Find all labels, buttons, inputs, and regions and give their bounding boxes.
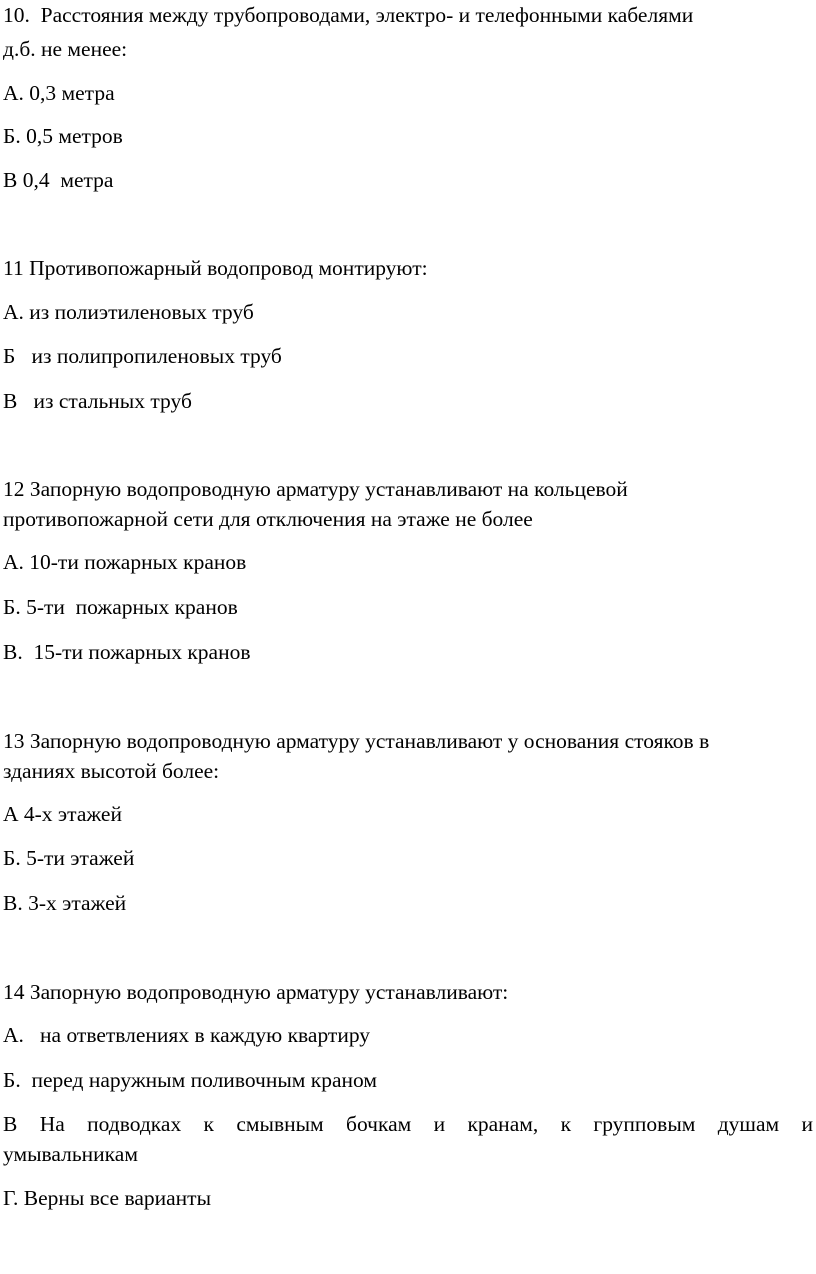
question-12-option-c: В. 15-ти пожарных кранов (3, 640, 251, 664)
question-14-option-d: Г. Верны все варианты (3, 1186, 212, 1210)
question-12-text-line-1: 12 Запорную водопроводную арматуру устанавливают на кольцевой (3, 477, 628, 501)
question-12-option-a: А. 10-ти пожарных кранов (3, 550, 247, 574)
question-10-option-b: Б. 0,5 метров (3, 124, 123, 148)
question-11-text-line-1: 11 Противопожарный водопровод монтируют: (3, 256, 428, 280)
question-11-option-b: Б из полипропиленовых труб (3, 344, 282, 368)
question-10-text-line-2: д.б. не менее: (3, 37, 128, 61)
question-11-option-a: А. из полиэтиленовых труб (3, 300, 254, 324)
question-14-option-a: А. на ответвлениях в каждую квартиру (3, 1023, 371, 1047)
question-13-option-b: Б. 5-ти этажей (3, 846, 135, 870)
question-10-text-line-1: 10. Расстояния между трубопроводами, электро- и телефонными кабелями (3, 3, 694, 27)
question-14-option-c-line-1: В На подводках к смывным бочкам и кранам, к групповым душам и (3, 1112, 813, 1136)
question-13-option-c: В. 3-х этажей (3, 891, 127, 915)
question-13-text-line-2: зданиях высотой более: (3, 759, 220, 783)
question-13-option-a: А 4-х этажей (3, 802, 122, 826)
question-11-option-c: В из стальных труб (3, 389, 192, 413)
question-14-option-c-line-2: умывальникам (3, 1142, 138, 1166)
question-14-option-b: Б. перед наружным поливочным краном (3, 1068, 377, 1092)
question-13-text-line-1: 13 Запорную водопроводную арматуру устанавливают у основания стояков в (3, 729, 710, 753)
question-10-option-a: А. 0,3 метра (3, 81, 115, 105)
question-12-text-line-2: противопожарной сети для отключения на этаже не более (3, 507, 533, 531)
question-12-option-b: Б. 5-ти пожарных кранов (3, 595, 238, 619)
question-10-option-c: В 0,4 метра (3, 168, 114, 192)
question-14-text-line-1: 14 Запорную водопроводную арматуру устанавливают: (3, 980, 509, 1004)
